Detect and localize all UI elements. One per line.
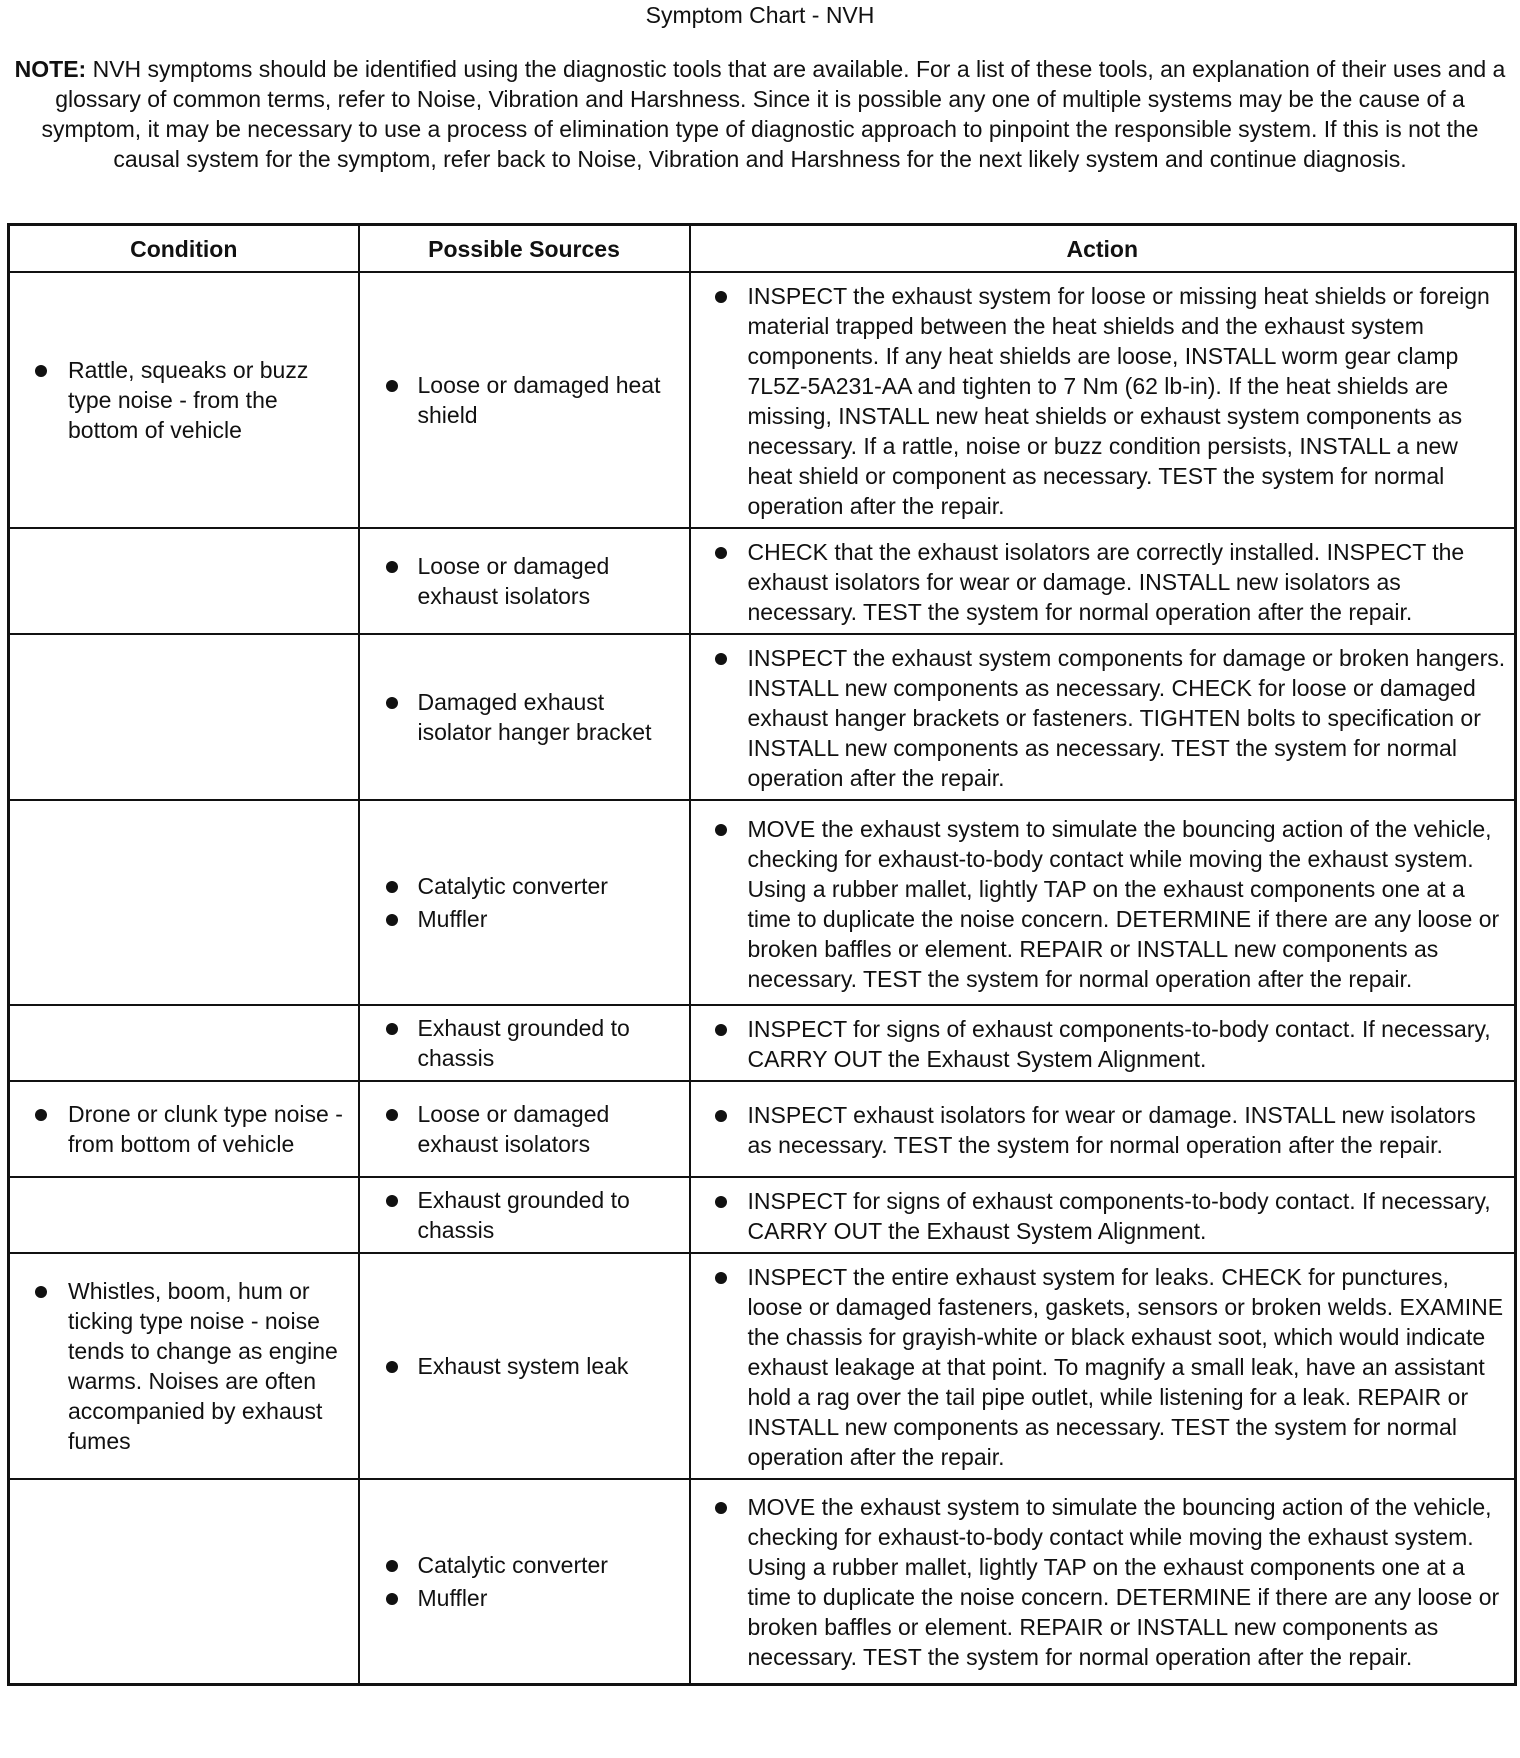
possible-sources-cell [359,1081,690,1177]
action-cell [690,1005,1516,1081]
note-text: NVH symptoms should be identified using the diagnostic tools that are available. For a list of these tools, an explanation of their uses and a glossary of common terms, refer to Noise, Vibration and Harshness. Since it is possible any one of multiple systems may be the cause of a symptom, it may be necessary to use a process of elimination type of diagnostic approach to pinpoint the responsible system. If this is not the causal system for the symptom, refer back to Noise, Vibration and Harshness for the next likely system and continue diagnosis. [41,56,1506,172]
condition-cell [9,1479,359,1684]
condition-text: Rattle, squeaks or buzz type noise - from the bottom of vehicle [10,355,358,445]
header-action: Action [690,225,1516,273]
source-item: Loose or damaged exhaust isolators [360,1099,689,1159]
table-row [9,1479,1516,1684]
possible-sources-cell [359,1177,690,1253]
source-item: Catalytic converter [360,1550,689,1580]
action-cell [690,272,1516,528]
possible-sources-cell [359,1253,690,1479]
page-title: Symptom Chart - NVH [645,2,875,28]
condition-cell [9,528,359,634]
action-text: MOVE the exhaust system to simulate the bouncing action of the vehicle, checking for exhaust-to-body contact while moving the exhaust system. Using a rubber mallet, lightly TAP on the exhaust components one at a time to duplicate the noise concern. DETERMINE if there are any loose or broken baffles or element. REPAIR or INSTALL new components as necessary. TEST the system for normal operation after the repair. [691,1492,1515,1672]
action-text: INSPECT for signs of exhaust components-to-body contact. If necessary, CARRY OUT the Exhaust System Alignment. [691,1014,1515,1074]
action-text: MOVE the exhaust system to simulate the bouncing action of the vehicle, checking for exhaust-to-body contact while moving the exhaust system. Using a rubber mallet, lightly TAP on the exhaust components one at a time to duplicate the noise concern. DETERMINE if there are any loose or broken baffles or element. REPAIR or INSTALL new components as necessary. TEST the system for normal operation after the repair. [691,814,1515,994]
action-cell [690,1479,1516,1684]
possible-sources-cell [359,272,690,528]
condition-text: Drone or clunk type noise - from bottom of vehicle [10,1099,358,1159]
condition-cell [9,1081,359,1177]
header-row [9,225,1516,273]
condition-text: Whistles, boom, hum or ticking type noise - noise tends to change as engine warms. Noises are often accompanied by exhaust fumes [10,1276,358,1456]
source-item: Muffler [360,1583,689,1613]
possible-sources-cell [359,1479,690,1684]
possible-sources-cell [359,1005,690,1081]
action-cell [690,1253,1516,1479]
note-label: NOTE: [14,56,87,82]
action-text: INSPECT the entire exhaust system for leaks. CHECK for punctures, loose or damaged fasteners, gaskets, sensors or broken welds. EXAMINE the chassis for grayish-white or black exhaust soot, which would indicate exhaust leakage at that point. To magnify a small leak, have an assistant hold a rag over the tail pipe outlet, while listening for a leak. REPAIR or INSTALL new components as necessary. TEST the system for normal operation after the repair. [691,1262,1515,1472]
header-possible-sources: Possible Sources [359,225,690,273]
table-row [9,272,1516,528]
table-row [9,1005,1516,1081]
condition-cell [9,272,359,528]
possible-sources-cell [359,528,690,634]
condition-cell [9,634,359,800]
possible-sources-cell [359,634,690,800]
source-item: Exhaust grounded to chassis [360,1013,689,1073]
condition-cell [9,800,359,1005]
action-cell [690,528,1516,634]
table-row [9,800,1516,1005]
action-cell [690,1177,1516,1253]
condition-cell [9,1005,359,1081]
action-text: INSPECT exhaust isolators for wear or damage. INSTALL new isolators as necessary. TEST the system for normal operation after the repair. [691,1100,1515,1160]
symptom-chart-table [7,223,1517,1686]
action-text: INSPECT the exhaust system components for damage or broken hangers. INSTALL new components as necessary. CHECK for loose or damaged exhaust hanger brackets or fasteners. TIGHTEN bolts to specification or INSTALL new components as necessary. TEST the system for normal operation after the repair. [691,643,1515,793]
table-row [9,634,1516,800]
table-row [9,528,1516,634]
source-item: Exhaust grounded to chassis [360,1185,689,1245]
condition-cell [9,1177,359,1253]
table-row [9,1177,1516,1253]
action-cell [690,800,1516,1005]
possible-sources-cell [359,800,690,1005]
source-item: Damaged exhaust isolator hanger bracket [360,687,689,747]
source-item: Loose or damaged exhaust isolators [360,551,689,611]
source-item: Exhaust system leak [360,1351,689,1381]
source-item: Loose or damaged heat shield [360,370,689,430]
condition-cell [9,1253,359,1479]
action-cell [690,1081,1516,1177]
table-row [9,1081,1516,1177]
action-text: CHECK that the exhaust isolators are correctly installed. INSPECT the exhaust isolators for wear or damage. INSTALL new isolators as necessary. TEST the system for normal operation after the repair. [691,537,1515,627]
source-item: Catalytic converter [360,871,689,901]
source-item: Muffler [360,904,689,934]
action-text: INSPECT the exhaust system for loose or missing heat shields or foreign material trapped between the heat shields and the exhaust system components. If any heat shields are loose, INSTALL worm gear clamp 7L5Z-5A231-AA and tighten to 7 Nm (62 lb-in). If the heat shields are missing, INSTALL new heat shields or exhaust system components as necessary. If a rattle, noise or buzz condition persists, INSTALL a new heat shield or component as necessary. TEST the system for normal operation after the repair. [691,281,1515,521]
table-row [9,1253,1516,1479]
action-text: INSPECT for signs of exhaust components-to-body contact. If necessary, CARRY OUT the Exhaust System Alignment. [691,1186,1515,1246]
header-condition: Condition [9,225,359,273]
action-cell [690,634,1516,800]
note-paragraph [8,54,1512,174]
